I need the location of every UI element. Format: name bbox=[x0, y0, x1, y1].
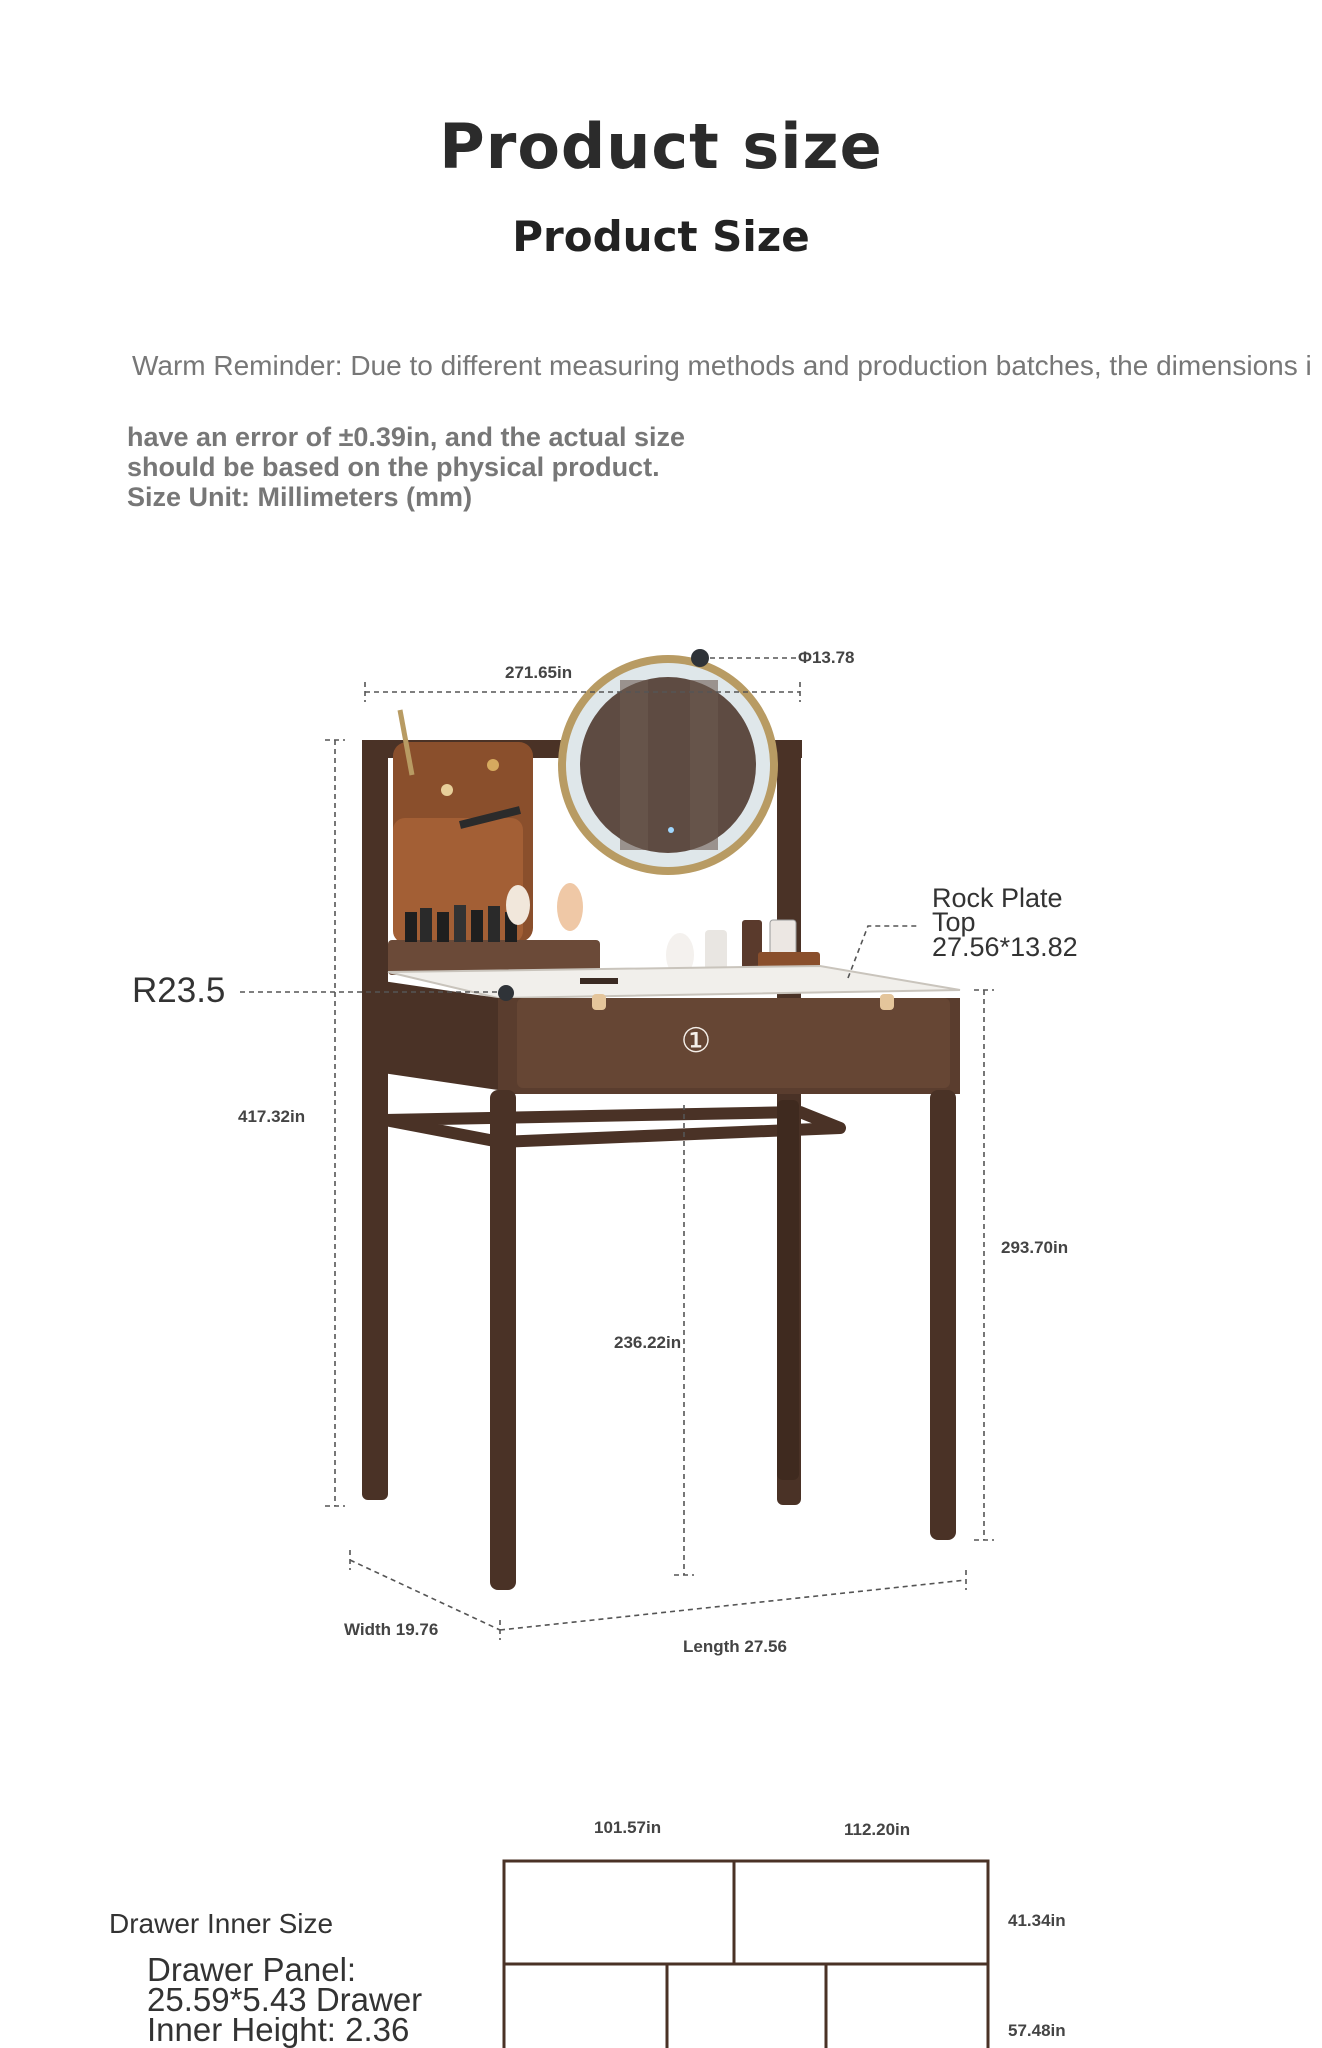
width-label: Width 19.76 bbox=[344, 1620, 439, 1639]
drawer-front bbox=[517, 998, 950, 1088]
rock-plate-label-line1: Rock Plate bbox=[932, 883, 1063, 913]
drawer-dim-row1: 41.34in bbox=[1008, 1911, 1066, 1930]
top-width-label: 271.65in bbox=[505, 663, 573, 682]
section-subtitle: Product Size bbox=[512, 212, 810, 261]
mirror-measure-dot bbox=[691, 649, 709, 667]
drawer-panel-line1: Drawer Panel: bbox=[147, 1951, 357, 1988]
drawer-dim-right: 112.20in bbox=[844, 1820, 911, 1839]
drawer-number-marker: ① bbox=[680, 1021, 712, 1061]
length-label: Length 27.56 bbox=[683, 1637, 787, 1656]
drawer-dim-left: 101.57in bbox=[594, 1818, 662, 1837]
drawer-outline bbox=[504, 1861, 988, 2048]
drawer-panel-line2: 25.59*5.43 Drawer bbox=[147, 1981, 423, 2018]
round-led-mirror bbox=[558, 655, 778, 875]
rock-plate-top bbox=[388, 966, 960, 998]
drawer-compartment-diagram bbox=[502, 1858, 992, 2048]
leg-stretcher bbox=[385, 1112, 840, 1142]
table-height-label: 293.70in bbox=[1001, 1238, 1069, 1257]
drawer-inner-size-title: Drawer Inner Size bbox=[109, 1908, 334, 1939]
size-unit-note: Size Unit: Millimeters (mm) bbox=[127, 482, 473, 512]
drawer-handle-right bbox=[880, 994, 894, 1010]
charging-slot bbox=[580, 978, 618, 984]
vanity-dimension-diagram bbox=[0, 600, 1322, 1700]
rock-plate-size-label: 27.56*13.82 bbox=[932, 932, 1078, 962]
drawer-dim-row2: 57.48in bbox=[1008, 2021, 1066, 2040]
error-note-line1: have an error of ±0.39in, and the actual size bbox=[127, 422, 686, 452]
page-title: Product size bbox=[439, 110, 883, 183]
rock-plate-label-line2: Top bbox=[932, 907, 976, 937]
mirror-diameter-label: Φ13.78 bbox=[798, 648, 855, 667]
under-drawer-height-label: 236.22in bbox=[614, 1333, 682, 1352]
drawer-panel-line3: Inner Height: 2.36 bbox=[147, 2011, 410, 2048]
radius-label: R23.5 bbox=[132, 971, 226, 1010]
front-left-leg bbox=[490, 1090, 516, 1590]
back-right-leg bbox=[777, 1100, 799, 1480]
total-height-label: 417.32in bbox=[238, 1107, 306, 1126]
front-right-leg bbox=[930, 1090, 956, 1540]
drawer-handle-left bbox=[592, 994, 606, 1010]
warm-reminder-text: Warm Reminder: Due to different measuring methods and production batches, the dimensions i bbox=[132, 350, 1312, 381]
error-note-line2: should be based on the physical product. bbox=[127, 452, 660, 482]
